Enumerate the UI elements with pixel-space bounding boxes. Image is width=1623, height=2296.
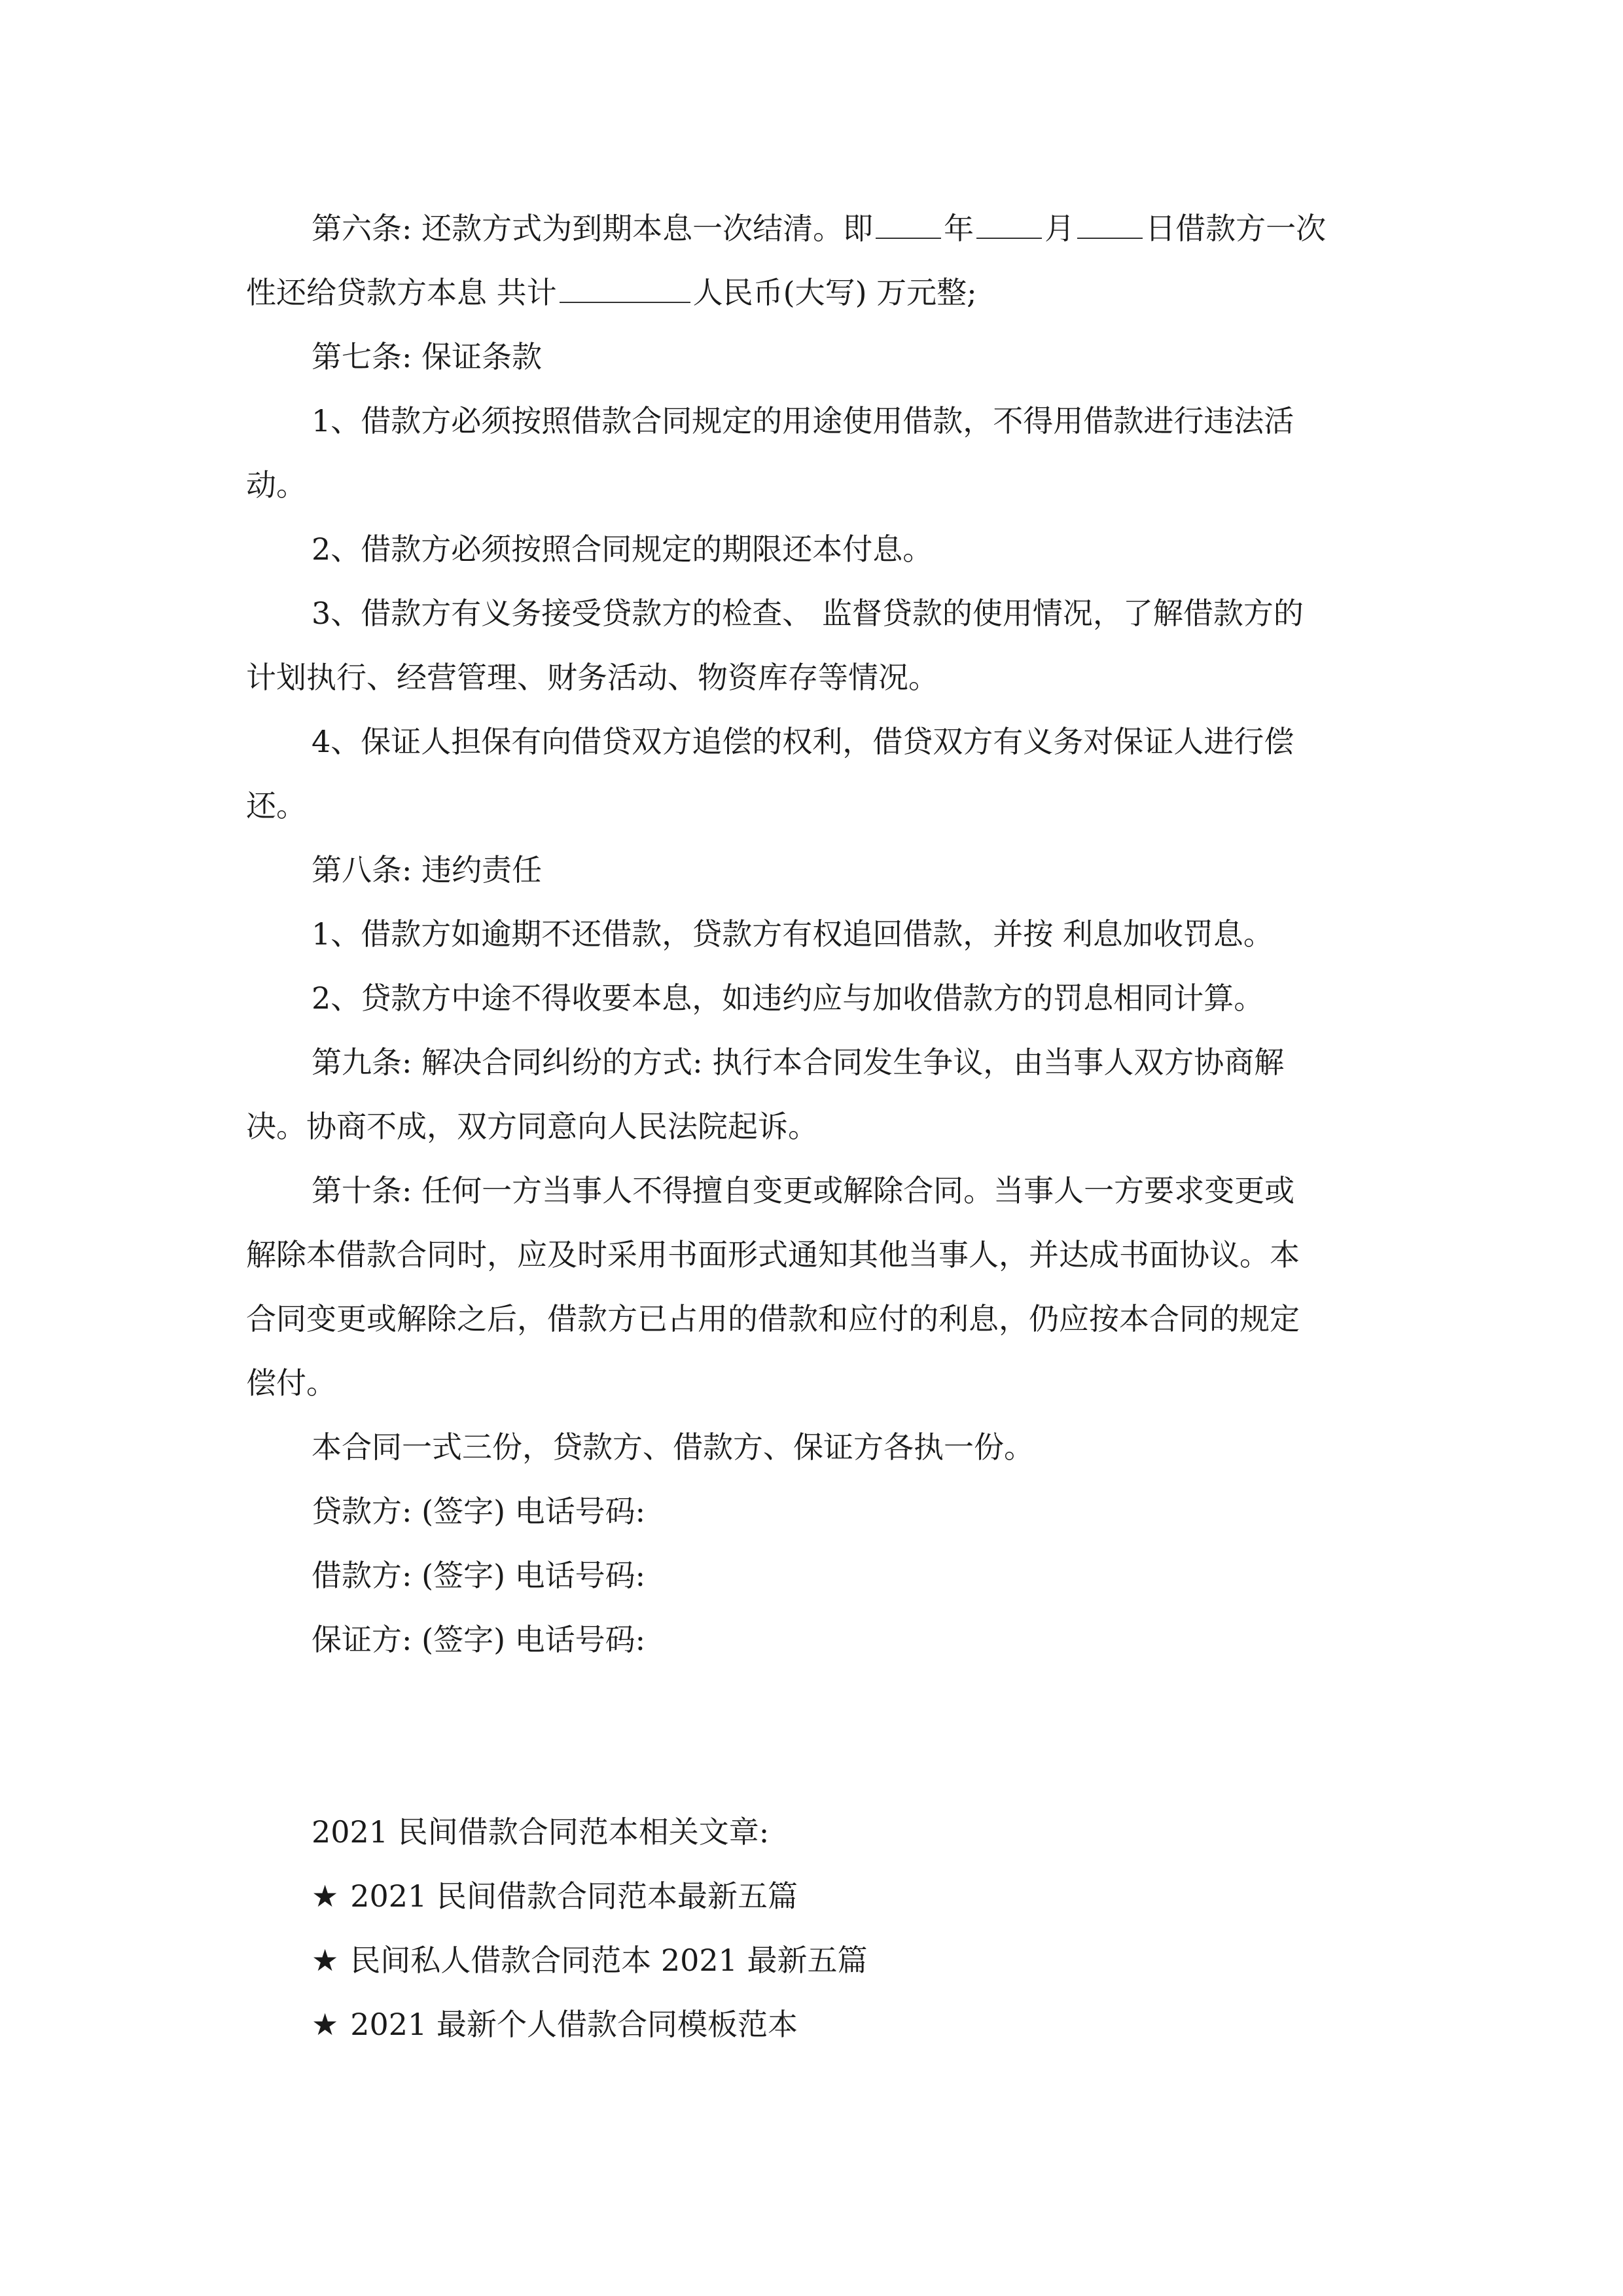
total-blank — [560, 272, 690, 303]
star-icon: ★ — [312, 1878, 339, 1914]
amount-label: 人民币(大写) 万元整; — [692, 275, 977, 310]
related-link-2-text[interactable]: 民间私人借款合同范本 2021 最新五篇 — [350, 1943, 868, 1978]
article-7-item-4-line-1: 4、保证人担保有向借贷双方追偿的权利，借贷双方有义务对保证人进行偿 — [312, 724, 1294, 759]
article-7-item-1-line-1: 1、借款方必须按照借款合同规定的用途使用借款，不得用借款进行违法活 — [312, 403, 1294, 439]
related-link-3-text[interactable]: 2021 最新个人借款合同模板范本 — [350, 2007, 798, 2042]
related-link-3[interactable] — [246, 1992, 1378, 2056]
article-6-line-1 — [246, 196, 1378, 260]
day-blank — [1077, 207, 1143, 239]
article-10-line-3: 合同变更或解除之后，借款方已占用的借款和应付的利息，仍应按本合同的规定 — [246, 1301, 1300, 1336]
section-spacer — [246, 1672, 1378, 1800]
signature-lender: 贷款方: (签字) 电话号码: — [312, 1494, 646, 1529]
signature-guarantor: 保证方: (签字) 电话号码: — [312, 1622, 646, 1657]
article-7-item-2: 2、借款方必须按照合同规定的期限还本付息。 — [312, 531, 933, 567]
related-link-2[interactable] — [246, 1928, 1378, 1992]
month-label: 月 — [1044, 211, 1075, 246]
star-icon: ★ — [312, 1943, 339, 1978]
day-label: 日借款方一次 — [1145, 211, 1327, 246]
article-10-line-2: 解除本借款合同时，应及时采用书面形式通知其他当事人，并达成书面协议。本 — [246, 1237, 1300, 1272]
signature-borrower: 借款方: (签字) 电话号码: — [312, 1558, 646, 1593]
article-6-line-2 — [246, 260, 1378, 325]
article-8-item-2: 2、贷款方中途不得收要本息，如违约应与加收借款方的罚息相同计算。 — [312, 980, 1264, 1016]
article-6-text: 第六条: 还款方式为到期本息一次结清。即 — [312, 211, 874, 246]
article-7-item-1-line-2: 动。 — [246, 467, 306, 503]
related-articles-heading: 2021 民间借款合同范本相关文章: — [312, 1814, 770, 1850]
year-label: 年 — [944, 211, 974, 246]
year-blank — [876, 207, 941, 239]
total-label: 性还给贷款方本息 共计 — [246, 275, 557, 310]
month-blank — [976, 207, 1042, 239]
article-8-item-1: 1、借款方如逾期不还借款，贷款方有权追回借款，并按 利息加收罚息。 — [312, 916, 1274, 952]
article-10-line-4: 偿付。 — [246, 1365, 336, 1401]
document-body — [246, 196, 1378, 2056]
article-7-item-3-line-2: 计划执行、经营管理、财务活动、物资库存等情况。 — [246, 660, 938, 695]
related-link-1-text[interactable]: 2021 民间借款合同范本最新五篇 — [350, 1878, 798, 1914]
article-8-title: 第八条: 违约责任 — [312, 852, 543, 888]
article-10-line-1: 第十条: 任何一方当事人不得擅自变更或解除合同。当事人一方要求变更或 — [312, 1173, 1295, 1208]
related-link-1[interactable] — [246, 1864, 1378, 1928]
article-9-line-1: 第九条: 解决合同纠纷的方式: 执行本合同发生争议，由当事人双方协商解 — [312, 1045, 1285, 1080]
article-7-item-4-line-2: 还。 — [246, 788, 306, 823]
article-9-line-2: 决。协商不成，双方同意向人民法院起诉。 — [246, 1109, 818, 1144]
copies-statement: 本合同一式三份，贷款方、借款方、保证方各执一份。 — [312, 1429, 1034, 1465]
article-7-title: 第七条: 保证条款 — [312, 339, 543, 374]
star-icon: ★ — [312, 2007, 339, 2042]
article-7-item-3-line-1: 3、借款方有义务接受贷款方的检查、 监督贷款的使用情况，了解借款方的 — [312, 596, 1304, 631]
